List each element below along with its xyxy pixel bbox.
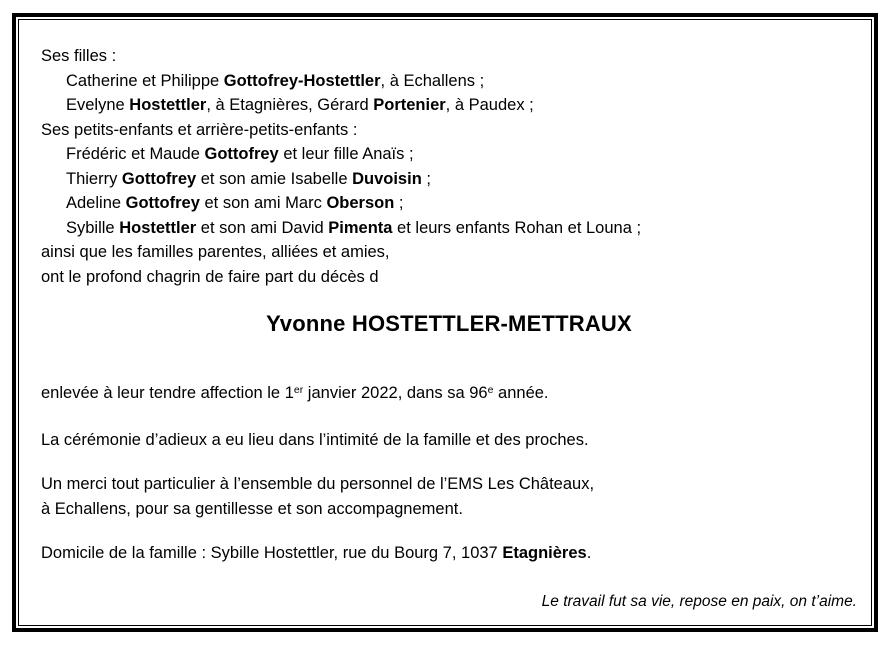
- bold-text-segment: Hostettler: [129, 96, 207, 114]
- text-segment: .: [586, 544, 592, 562]
- text-segment: Adeline: [66, 194, 126, 212]
- text-segment: ;: [394, 194, 404, 212]
- announcement-inner-frame: [18, 19, 872, 626]
- text-segment: et leurs enfants Rohan et Louna ;: [392, 218, 642, 237]
- text-segment: ;: [421, 169, 431, 188]
- text-line: [41, 497, 857, 522]
- bold-text-segment: Etagnières: [502, 544, 587, 562]
- announcement-content: [19, 20, 871, 625]
- text-segment: , à Etagnières, Gérard: [206, 96, 374, 114]
- text-line: [41, 240, 857, 265]
- bold-text-segment: Gottofrey: [121, 169, 197, 188]
- closing-line: Le travail fut sa vie, repose en paix, on t’aime.: [541, 592, 857, 610]
- text-line: [41, 541, 857, 566]
- superscript-segment: er: [293, 383, 304, 396]
- text-line: [41, 167, 857, 192]
- paragraph: [41, 541, 857, 566]
- text-line: [41, 191, 857, 216]
- bold-text-segment: Gottofrey: [125, 194, 200, 212]
- text-segment: Evelyne: [66, 96, 130, 114]
- superscript-segment: e: [487, 383, 494, 396]
- text-segment: Ses filles :: [41, 47, 117, 65]
- text-segment: et son amie Isabelle: [196, 169, 353, 188]
- text-segment: Thierry: [66, 169, 122, 188]
- text-line: [41, 472, 857, 497]
- text-segment: Sybille: [66, 218, 120, 237]
- text-line: [41, 69, 857, 94]
- body-paragraphs: [41, 381, 857, 566]
- text-segment: et leur fille Anaïs ;: [278, 145, 414, 163]
- bold-text-segment: Gottofrey-Hostettler: [223, 71, 381, 90]
- text-segment: Catherine et Philippe: [66, 71, 224, 90]
- text-line: [41, 44, 857, 69]
- text-segment: Domicile de la famille : Sybille Hostettler, rue du Bourg 7, 1037: [41, 544, 503, 562]
- text-line: [41, 142, 857, 167]
- text-line: [41, 216, 857, 241]
- bold-text-segment: Gottofrey: [204, 145, 279, 163]
- text-segment: enlevée à leur tendre affection le 1: [41, 384, 294, 402]
- text-segment: Ses petits-enfants et arrière-petits-enfants :: [41, 120, 358, 139]
- text-segment: La cérémonie d’adieux a eu lieu dans l’intimité de la famille et des proches.: [41, 430, 589, 449]
- text-segment: janvier 2022, dans sa 96: [303, 384, 488, 402]
- paragraph: [41, 381, 857, 408]
- paragraph: [41, 472, 857, 521]
- text-segment: et son ami David: [196, 218, 329, 237]
- text-line: [41, 118, 857, 143]
- text-segment: à Echallens, pour sa gentillesse et son accompagnement.: [41, 499, 463, 518]
- deceased-name: Yvonne HOSTETTLER-METTRAUX: [266, 311, 632, 336]
- text-line: [41, 93, 857, 118]
- text-segment: et son ami Marc: [199, 194, 327, 212]
- text-segment: ont le profond chagrin de faire part du décès d: [41, 267, 379, 286]
- text-segment: Un merci tout particulier à l’ensemble du personnel de l’EMS Les Châteaux,: [41, 475, 595, 493]
- bold-text-segment: Duvoisin: [352, 169, 422, 188]
- text-segment: année.: [493, 384, 549, 402]
- bold-text-segment: Pimenta: [328, 218, 393, 237]
- bold-text-segment: Oberson: [326, 194, 395, 212]
- bold-text-segment: Hostettler: [119, 218, 197, 237]
- text-segment: Frédéric et Maude: [66, 145, 205, 163]
- family-lines: [41, 44, 857, 289]
- announcement-outer-frame: [12, 13, 878, 632]
- paragraph: [41, 428, 857, 453]
- text-line: [41, 428, 857, 453]
- text-segment: , à Echallens ;: [380, 71, 485, 90]
- bold-text-segment: Portenier: [373, 96, 446, 114]
- text-line: [41, 381, 857, 408]
- text-segment: ainsi que les familles parentes, alliées et amies,: [41, 243, 390, 261]
- text-line: [41, 265, 857, 290]
- text-segment: , à Paudex ;: [445, 96, 534, 114]
